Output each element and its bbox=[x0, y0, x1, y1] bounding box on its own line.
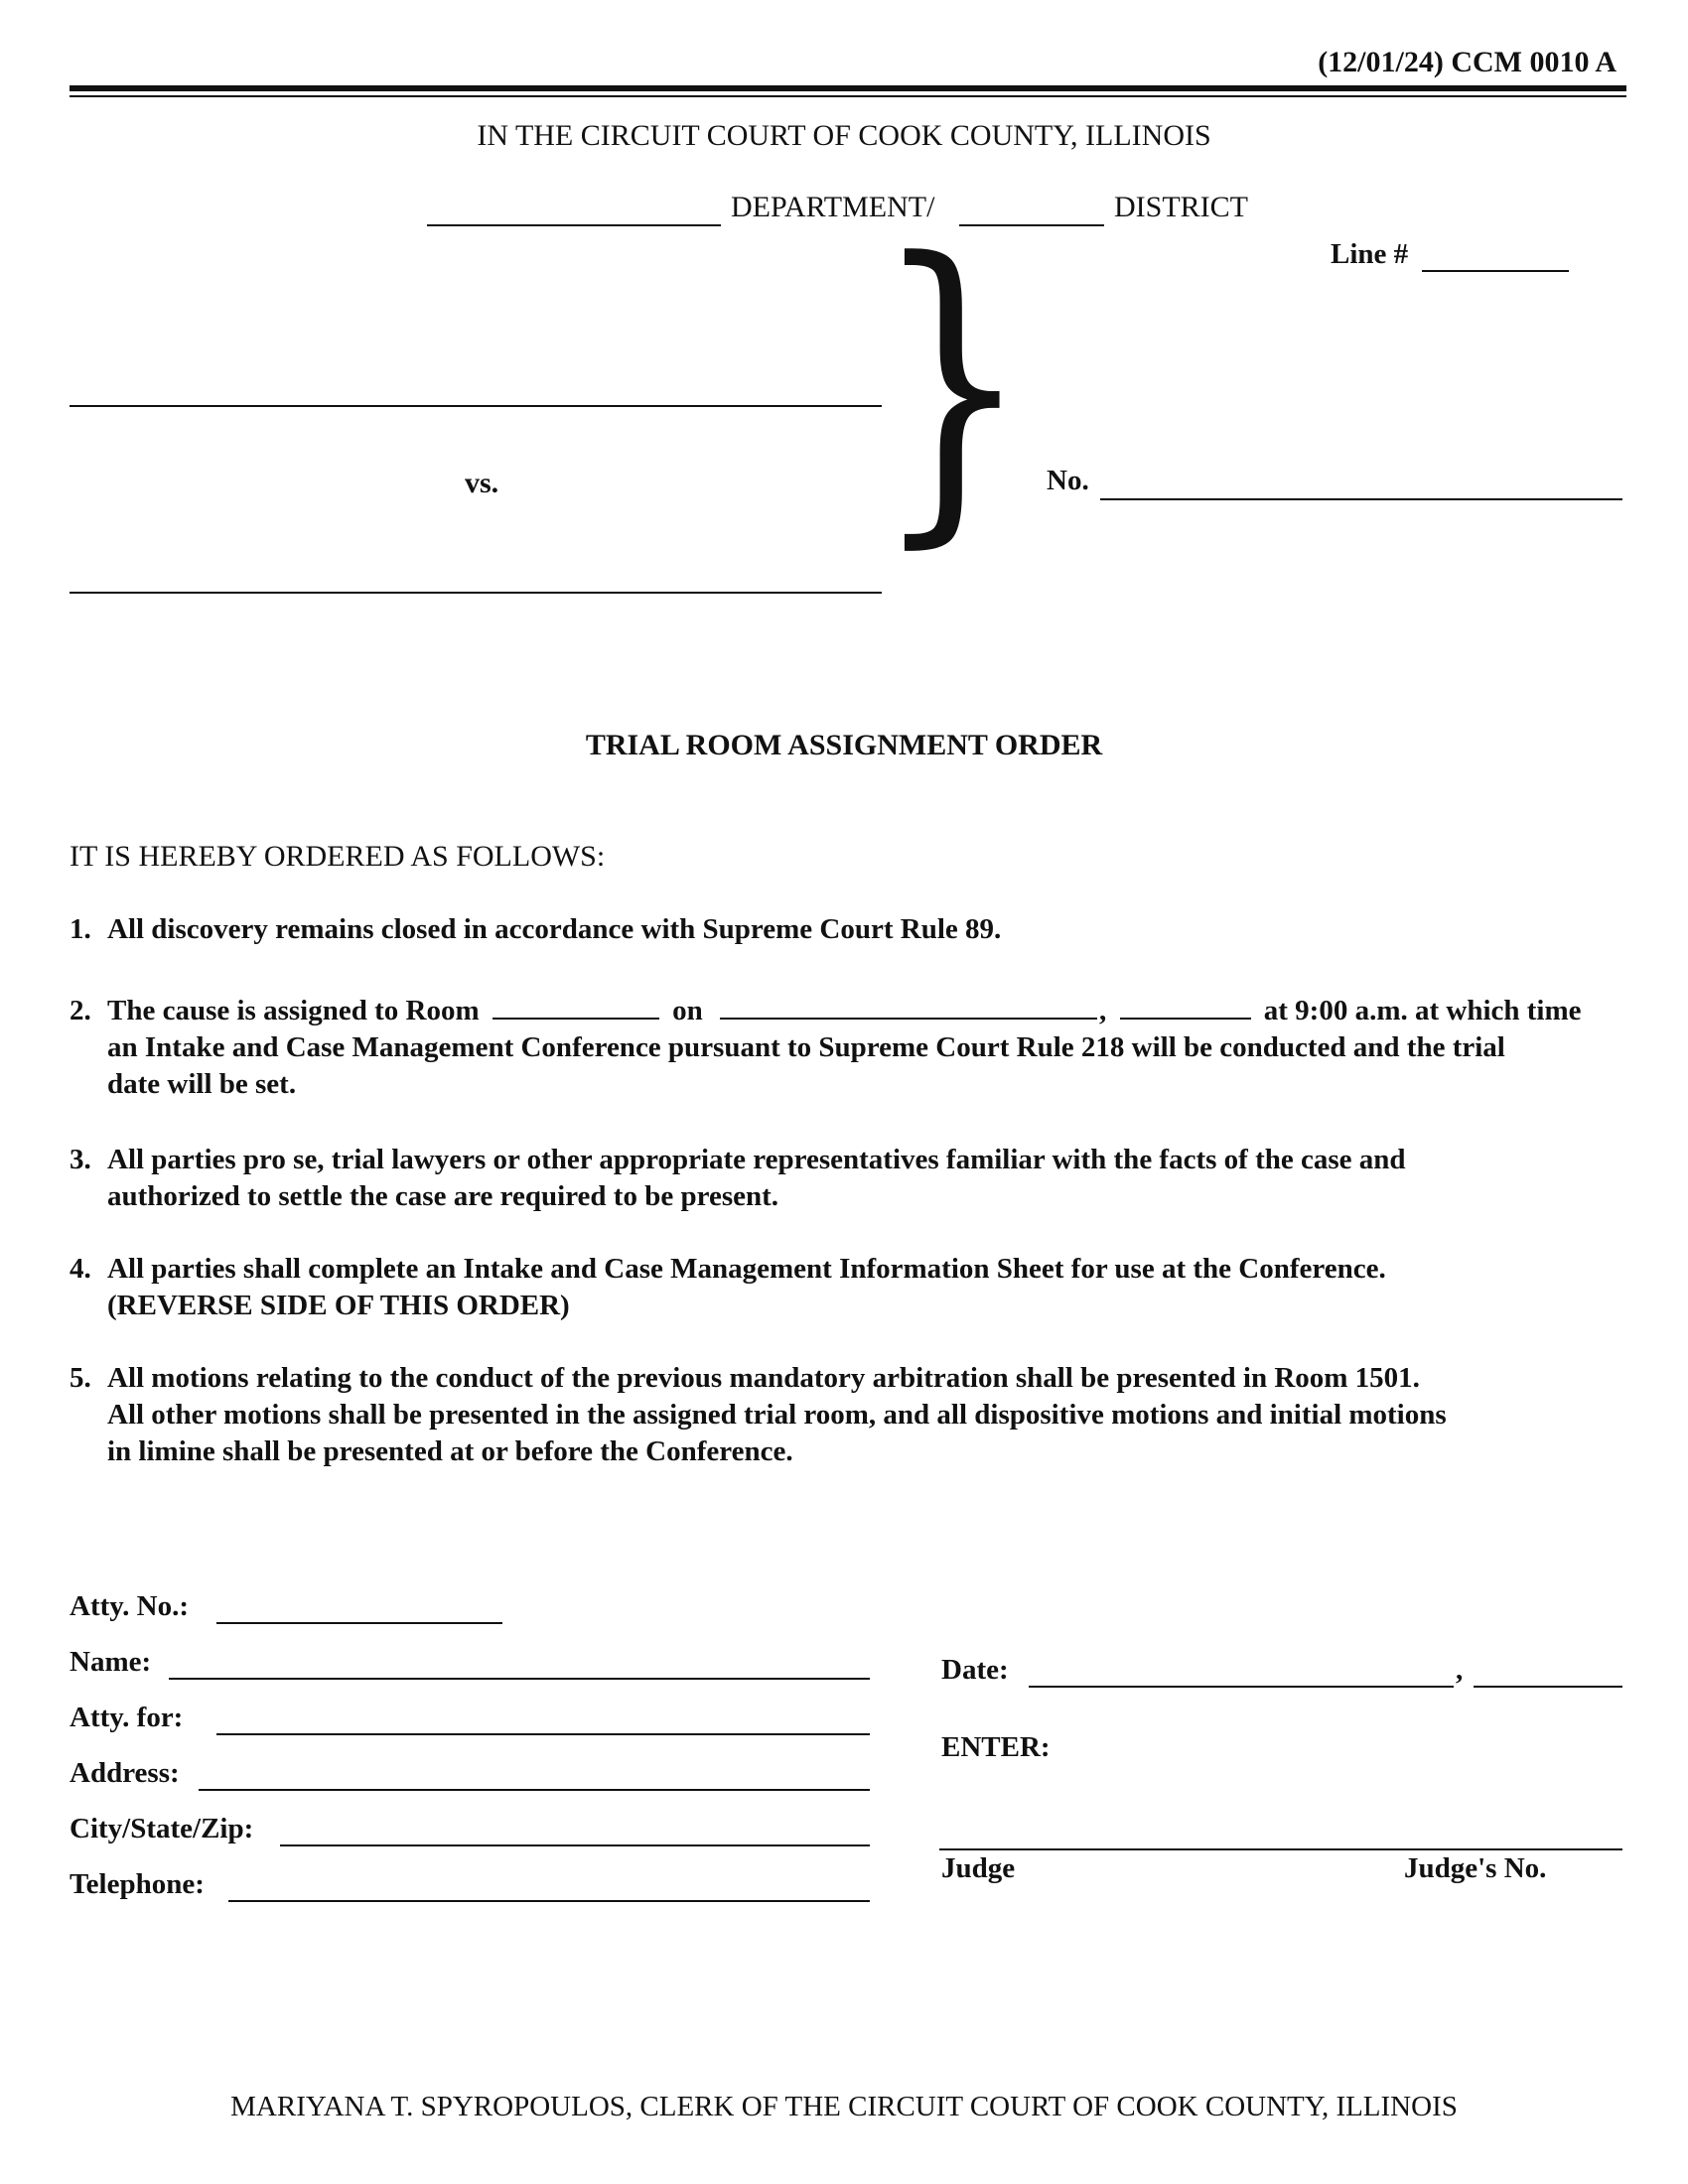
date-label: Date: bbox=[941, 1654, 1009, 1686]
atty-no-field[interactable] bbox=[216, 1594, 502, 1624]
form-code: (12/01/24) CCM 0010 A bbox=[1318, 46, 1617, 78]
item-text-line: All discovery remains closed in accordance with Supreme Court Rule 89. bbox=[107, 913, 1002, 945]
item-text-line: All parties pro se, trial lawyers or other appropriate representatives familiar with the facts of the case and bbox=[107, 1144, 1406, 1175]
judge-signature-field[interactable] bbox=[939, 1819, 1622, 1850]
header-rule-thin bbox=[70, 95, 1626, 97]
order-title: TRIAL ROOM ASSIGNMENT ORDER bbox=[585, 729, 1103, 761]
on-text: on bbox=[672, 995, 703, 1026]
order-intro: IT IS HEREBY ORDERED AS FOLLOWS: bbox=[70, 840, 606, 873]
address-field[interactable] bbox=[199, 1761, 870, 1791]
clerk-footer: MARIYANA T. SPYROPOULOS, CLERK OF THE CIRCUIT COURT OF COOK COUNTY, ILLINOIS bbox=[230, 2091, 1458, 2122]
plaintiff-field[interactable] bbox=[70, 375, 882, 407]
case-number-label: No. bbox=[1047, 465, 1089, 496]
city-state-zip-label: City/State/Zip: bbox=[70, 1813, 254, 1844]
item-text-line: in limine shall be presented at or before the Conference. bbox=[107, 1435, 793, 1467]
entry-date-field[interactable] bbox=[1029, 1658, 1454, 1688]
city-state-zip-field[interactable] bbox=[280, 1817, 870, 1846]
room-field[interactable] bbox=[492, 994, 659, 1020]
judge-label: Judge bbox=[941, 1852, 1016, 1884]
defendant-field[interactable] bbox=[70, 562, 882, 594]
item-text-line: authorized to settle the case are required to be present. bbox=[107, 1180, 779, 1212]
atty-no-label: Atty. No.: bbox=[70, 1590, 190, 1622]
item-number: 4. bbox=[70, 1253, 91, 1285]
item-text-line: All other motions shall be presented in the assigned trial room, and all dispositive motions and initial motions bbox=[107, 1399, 1447, 1431]
address-label: Address: bbox=[70, 1757, 180, 1789]
court-title: IN THE CIRCUIT COURT OF COOK COUNTY, ILLINOIS bbox=[477, 119, 1211, 152]
telephone-label: Telephone: bbox=[70, 1868, 205, 1900]
conference-year-field[interactable] bbox=[1120, 994, 1251, 1020]
date-comma: , bbox=[1099, 995, 1107, 1026]
atty-for-label: Atty. for: bbox=[70, 1702, 184, 1733]
item-text-line: All motions relating to the conduct of the previous mandatory arbitration shall be presented in Room 1501. bbox=[107, 1362, 1420, 1394]
atty-for-field[interactable] bbox=[216, 1706, 870, 1735]
item-number: 2. bbox=[70, 995, 91, 1026]
item-text-line: date will be set. bbox=[107, 1068, 297, 1100]
item-number: 1. bbox=[70, 913, 91, 945]
item-text-line: (REVERSE SIDE OF THIS ORDER) bbox=[107, 1290, 570, 1321]
name-label: Name: bbox=[70, 1646, 152, 1678]
header-rule-thick bbox=[70, 85, 1626, 91]
vs-label: vs. bbox=[465, 467, 499, 499]
line-number-label: Line # bbox=[1331, 238, 1409, 270]
item-number: 5. bbox=[70, 1362, 91, 1394]
room-assignment-text: The cause is assigned to Room bbox=[107, 995, 480, 1026]
conference-date-field[interactable] bbox=[720, 994, 1097, 1020]
telephone-field[interactable] bbox=[228, 1872, 870, 1902]
entry-year-field[interactable] bbox=[1474, 1658, 1622, 1688]
department-label: DEPARTMENT/ bbox=[731, 191, 935, 223]
name-field[interactable] bbox=[169, 1650, 870, 1680]
district-label: DISTRICT bbox=[1114, 191, 1248, 223]
department-field[interactable] bbox=[427, 195, 721, 226]
item-text-line: All parties shall complete an Intake and Case Management Information Sheet for use at the Conference. bbox=[107, 1253, 1386, 1285]
item-text-line: an Intake and Case Management Conference pursuant to Supreme Court Rule 218 will be conducted and the trial bbox=[107, 1031, 1505, 1063]
item-number: 3. bbox=[70, 1144, 91, 1175]
enter-label: ENTER: bbox=[941, 1731, 1051, 1763]
judge-number-label: Judge's No. bbox=[1404, 1852, 1547, 1884]
entry-date-comma: , bbox=[1456, 1654, 1464, 1686]
time-text: at 9:00 a.m. at which time bbox=[1263, 995, 1582, 1026]
caption-brace: } bbox=[874, 194, 1031, 575]
case-number-field[interactable] bbox=[1100, 469, 1622, 500]
line-number-field[interactable] bbox=[1422, 242, 1569, 272]
